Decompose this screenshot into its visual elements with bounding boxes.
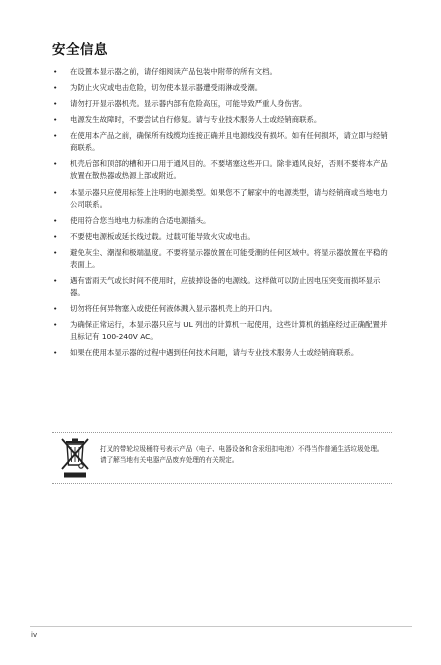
list-item-text: 如果在使用本显示器的过程中遇到任何技术问题，请与专业技术服务人士或经销商联系。 bbox=[70, 348, 359, 358]
list-item-text: 为确保正常运行，本显示器只应与 UL 列出的计算机一起使用，这些计算机的插座经过正确配置并且标记有 100-240V AC。 bbox=[70, 320, 388, 342]
footer-divider bbox=[30, 626, 412, 627]
recycle-notice bbox=[52, 432, 392, 484]
list-item: • 切勿将任何异物塞入或使任何液体溅入显示器机壳上的开口内。 bbox=[53, 304, 277, 314]
list-item: • 如果在使用本显示器的过程中遇到任何技术问题，请与专业技术服务人士或经销商联系。 bbox=[53, 348, 359, 358]
list-item-text: 使用符合您当地电力标准的合适电源插头。 bbox=[70, 215, 211, 225]
list-item-text: 为防止火灾或电击危险，切勿使本显示器遭受雨淋或受潮。 bbox=[70, 83, 263, 93]
list-item: • 避免灰尘、潮湿和极端温度。不要将显示器放置在可能受潮的任何区域中。将显示器放置在平稳的表面上。 bbox=[53, 247, 388, 269]
list-item: • 在设置本显示器之前，请仔细阅读产品包装中附带的所有文档。 bbox=[53, 67, 277, 76]
list-item: • 本显示器只应使用标签上注明的电源类型。如果您不了解家中的电源类型，请与经销商或当地电力公司联系。 bbox=[53, 187, 388, 209]
list-item: • 遇有雷雨天气或长时间不使用时，应拔掉设备的电源线。这样做可以防止因电压突变而损坏显示器。 bbox=[53, 275, 381, 297]
list-item: • 电源发生故障时，不要尝试自行修复。请与专业技术服务人士或经销商联系。 bbox=[53, 115, 322, 125]
crossed-out-wheelie-bin-icon bbox=[58, 436, 94, 479]
list-item-text: 机壳后部和顶部的槽和开口用于通风目的。不要堵塞这些开口。除非通风良好，否则不要将本产品放置在散热器或热源上部或附近。 bbox=[70, 159, 388, 181]
list-item: • 机壳后部和顶部的槽和开口用于通风目的。不要堵塞这些开口。除非通风良好，否则不要将本产品放置在散热器或热源上部或附近。 bbox=[53, 159, 388, 181]
list-item-text: 电源发生故障时，不要尝试自行修复。请与专业技术服务人士或经销商联系。 bbox=[70, 115, 322, 125]
safety-list bbox=[52, 66, 392, 363]
list-item-text: 不要使电源板或延长线过载。过载可能导致火灾或电击。 bbox=[70, 231, 255, 241]
list-item-text: 遇有雷雨天气或长时间不使用时，应拔掉设备的电源线。这样做可以防止因电压突变而损坏显示器。 bbox=[70, 275, 381, 297]
list-item: • 不要使电源板或延长线过载。过载可能导致火灾或电击。 bbox=[53, 231, 255, 241]
recycle-notice-text: 打叉的带轮垃圾桶符号表示产品（电子、电器设备和含汞纽扣电池）不得当作普通生活垃圾处理。请了解当地有关电器产品废弃处理的有关规定。 bbox=[100, 445, 384, 464]
list-item-text: 在设置本显示器之前，请仔细阅读产品包装中附带的所有文档。 bbox=[70, 67, 277, 76]
list-item: • 为确保正常运行，本显示器只应与 UL 列出的计算机一起使用，这些计算机的插座经过正确配置并且标记有 100-240V AC。 bbox=[53, 320, 388, 342]
page-title: 安全信息 bbox=[52, 42, 108, 58]
list-item: • 为防止火灾或电击危险，切勿使本显示器遭受雨淋或受潮。 bbox=[53, 83, 263, 93]
list-item-text: 避免灰尘、潮湿和极端温度。不要将显示器放置在可能受潮的任何区域中。将显示器放置在平稳的表面上。 bbox=[70, 247, 388, 269]
list-item: • 请勿打开显示器机壳。显示器内部有危险高压，可能导致严重人身伤害。 bbox=[53, 99, 307, 109]
list-item: • 使用符合您当地电力标准的合适电源插头。 bbox=[53, 215, 211, 225]
list-item-text: 请勿打开显示器机壳。显示器内部有危险高压，可能导致严重人身伤害。 bbox=[70, 99, 307, 109]
page-number: iv bbox=[31, 631, 38, 639]
list-item-text: 切勿将任何异物塞入或使任何液体溅入显示器机壳上的开口内。 bbox=[70, 304, 277, 314]
list-item: • 在使用本产品之前，确保所有线缆均连接正确并且电源线没有损坏。如有任何损坏，请立即与经销商联系。 bbox=[53, 131, 388, 153]
list-item-text: 在使用本产品之前，确保所有线缆均连接正确并且电源线没有损坏。如有任何损坏，请立即与经销商联系。 bbox=[70, 131, 388, 153]
list-item-text: 本显示器只应使用标签上注明的电源类型。如果您不了解家中的电源类型，请与经销商或当地电力公司联系。 bbox=[70, 187, 388, 209]
